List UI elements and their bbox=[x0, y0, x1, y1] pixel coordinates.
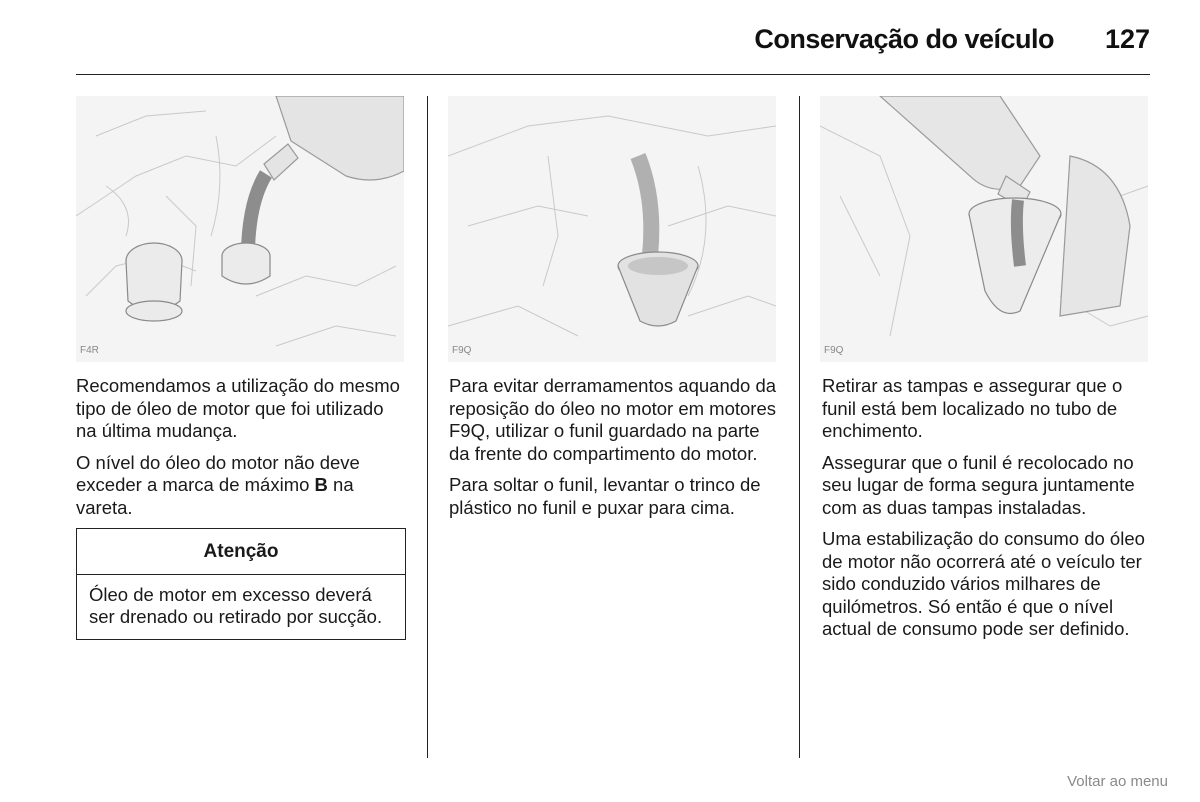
text: O nível do óleo do motor não deve exceder a marca de máximo bbox=[76, 451, 360, 495]
paragraph: Assegurar que o funil é recolocado no seu lugar de forma segura juntamente com as duas tampas instaladas. bbox=[822, 451, 1135, 518]
figure-funnel-stowed bbox=[448, 96, 776, 362]
column-divider-2 bbox=[799, 96, 800, 758]
back-to-menu-link[interactable]: Voltar ao menu bbox=[1067, 773, 1168, 790]
column-3 bbox=[822, 375, 1152, 650]
warning-title: Atenção bbox=[77, 529, 405, 575]
figure-oil-pouring bbox=[76, 96, 404, 362]
page-number: 127 bbox=[1104, 24, 1150, 54]
figure-code: F9Q bbox=[452, 345, 472, 356]
mark-label: B bbox=[314, 474, 328, 495]
figure-code: F9Q bbox=[824, 345, 844, 356]
warning-box bbox=[76, 528, 406, 640]
figure-funnel-in-use bbox=[820, 96, 1148, 362]
warning-body: Óleo de motor em excesso deverá ser drenado ou retirado por sucção. bbox=[89, 583, 383, 627]
column-divider-1 bbox=[427, 96, 428, 758]
figure-code: F4R bbox=[80, 345, 99, 356]
paragraph: Para soltar o funil, levantar o trinco de plástico no funil e puxar para cima. bbox=[449, 474, 761, 518]
text: na vareta. bbox=[76, 474, 354, 518]
column-1 bbox=[76, 375, 406, 640]
paragraph: Recomendamos a utilização do mesmo tipo de óleo de motor que foi utilizado na última mudança. bbox=[76, 375, 400, 441]
paragraph-dipstick bbox=[76, 452, 406, 520]
paragraph: Uma estabilização do consumo do óleo de motor não ocorrerá até o veículo ter sido conduzido vários milhares de quilómetros. Só então é que o nível actual de consumo pode ser definido. bbox=[822, 528, 1145, 639]
page-title: Conservação do veículo bbox=[754, 24, 1054, 54]
paragraph: Para evitar derramamentos aquando da reposição do óleo no motor em motores F9Q, utilizar o funil guardado na parte da frente do compartimento do motor. bbox=[449, 375, 777, 464]
paragraph: Retirar as tampas e assegurar que o funil está bem localizado no tubo de enchimento. bbox=[822, 375, 1123, 441]
header-rule bbox=[76, 74, 1150, 75]
column-2 bbox=[449, 375, 779, 528]
